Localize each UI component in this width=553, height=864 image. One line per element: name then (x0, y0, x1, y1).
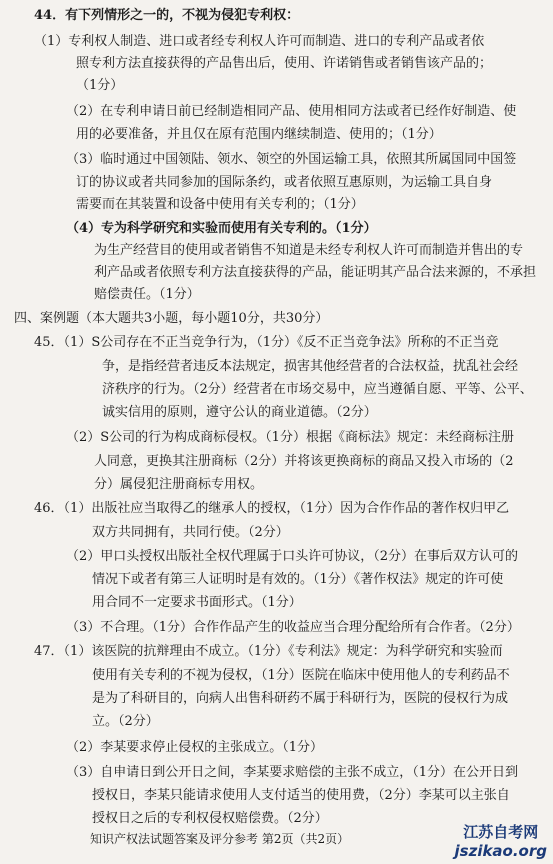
q45-item1-line1: 45．（1）S公司存在不正当竞争行为，（1分）《反不正当竞争法》所称的不正当竞 (34, 335, 499, 350)
q47-item3-line1: （3）自申请日到公开日之间，李某要求赔偿的主张不成立，（1分）在公开日到 (66, 765, 519, 780)
q46-item2-line1: （2）甲口头授权出版社全权代理属于口头许可协议，（2分）在事后双方认可的 (66, 549, 519, 564)
q44-item4: （4）专为科学研究和实验而使用有关专利的。（1分） (66, 221, 377, 236)
q46-item2-line3: 用合同不一定要求书面形式。（1分） (92, 595, 302, 610)
page-footer: 知识产权法试题答案及评分参考 第2页（共2页） (90, 832, 350, 846)
q47-item2: （2）李某要求停止侵权的主张成立。（1分） (66, 740, 324, 755)
q44-item2-line1: （2）在专利申请日前已经制造相同产品、使用相同方法或者已经作好制造、使 (66, 104, 517, 119)
q45-item2-line3: 分）属侵犯注册商标专用权。 (94, 477, 264, 492)
q45-item2-line2: 人同意，更换其注册商标（2分）并将该更换商标的商品又投入市场的（2 (94, 454, 514, 469)
q44-note-line3: 赔偿责任。（1分） (94, 287, 200, 302)
q47-item1-line4: 立。（2分） (92, 714, 159, 729)
q45-item2-line1: （2）S公司的行为构成商标侵权。（1分）根据《商标法》规定：未经商标注册 (66, 430, 514, 445)
q46-item2-line2: 情况下或者有第三人证明时是有效的。（1分）《著作权法》规定的许可使 (92, 572, 504, 587)
q44-item3-line1: （3）临时通过中国领陆、领水、领空的外国运输工具，依照其所属国同中国签 (66, 152, 517, 167)
q44-item1-line2: 照专利方法直接获得的产品售出后，使用、许诺销售或者销售该产品的； (76, 56, 493, 71)
site-watermark (455, 821, 547, 860)
q44-title: 44．有下列情形之一的，不视为侵犯专利权： (34, 8, 300, 23)
q45-item1-line2: 争，是指经营者违反本法规定，损害其他经营者的合法权益，扰乱社会经 (102, 359, 519, 374)
section4-heading: 四、案例题（本大题共3小题，每小题10分，共30分） (14, 311, 329, 326)
q45-item1-line3: 济秩序的行为。（2分）经营者在市场交易中，应当遵循自愿、平等、公平、 (102, 382, 533, 397)
q47-item3-line3: 授权日之后的专利权侵权赔偿费。（2分） (92, 811, 328, 826)
q47-item1-line3: 是为了科研目的，向病人出售科研药不属于科研行为，医院的侵权行为成 (92, 691, 509, 706)
watermark-en: jszikao.org (454, 842, 547, 860)
q46-item1-line1: 46．（1）出版社应当取得乙的继承人的授权，（1分）因为合作作品的著作权归甲乙 (34, 501, 510, 516)
q47-item3-line2: 授权日，李某只能请求使用人支付适当的使用费，（2分）李某可以主张自 (92, 788, 510, 803)
q47-item1-line1: 47．（1）该医院的抗辩理由不成立。（1分）《专利法》规定：为科学研究和实验而 (34, 644, 503, 659)
q44-item1-line1: （1）专利权人制造、进口或者经专利权人许可而制造、进口的专利产品或者依 (34, 34, 485, 49)
q46-item1-line2: 双方共同拥有，共同行使。（2分） (92, 525, 289, 540)
q44-note-line2: 利产品或者依照专利方法直接获得的产品，能证明其产品合法来源的，不承担 (94, 265, 537, 280)
q44-item3-line3: 需要而在其装置和设备中使用有关专利的；（1分） (76, 197, 364, 212)
q46-item3: （3）不合理。（1分）合作作品产生的收益应当合理分配给所有合作者。（2分） (66, 620, 520, 635)
q44-item1-score: （1分） (76, 78, 124, 93)
q44-item3-line2: 订的协议或者共同参加的国际条约，或者依照互惠原则，为运输工具自身 (76, 175, 493, 190)
watermark-cn: 江苏自考网 (463, 823, 539, 841)
q44-note-line1: 为生产经营目的使用或者销售不知道是未经专利权人许可而制造并售出的专 (94, 243, 524, 258)
q44-item2-line2: 用的必要准备，并且仅在原有范围内继续制造、使用的；（1分） (76, 127, 442, 142)
q45-item1-line4: 诚实信用的原则，遵守公认的商业道德。（2分） (102, 405, 377, 420)
q47-item1-line2: 使用有关专利的不视为侵权，（1分）医院在临床中使用他人的专利药品不 (92, 668, 510, 683)
